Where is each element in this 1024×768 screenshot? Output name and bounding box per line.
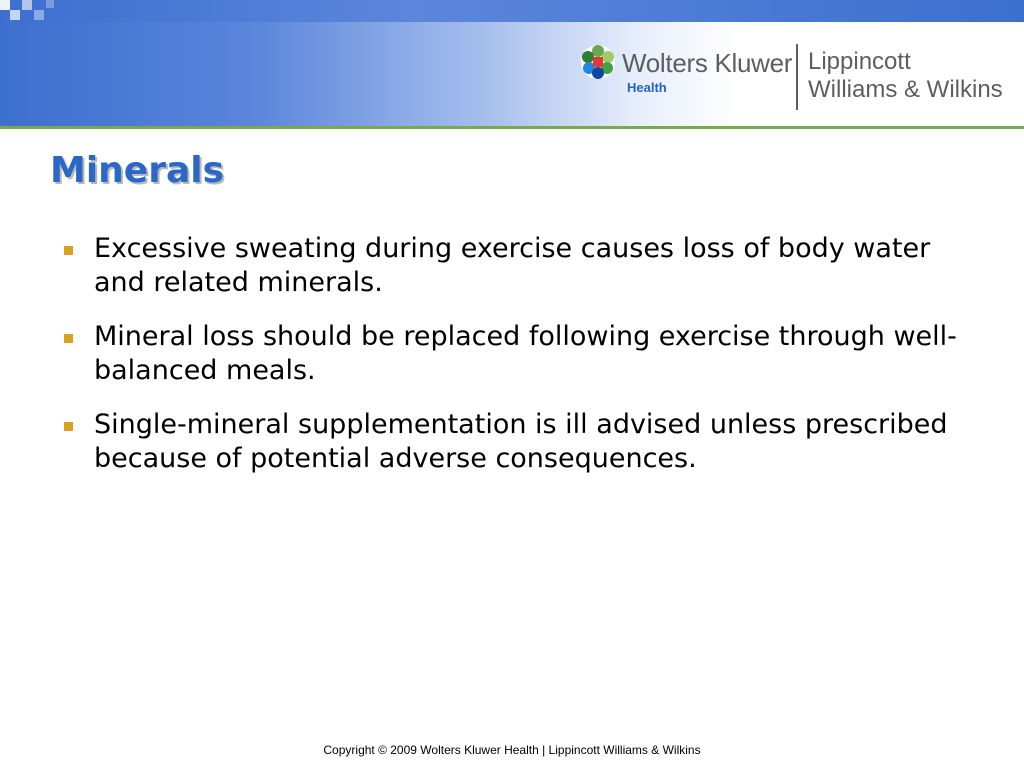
logo-division: Health (627, 80, 667, 95)
logo-imprint-line2: Williams & Wilkins (808, 76, 1003, 103)
decorative-squares (0, 0, 60, 22)
slide-title: Minerals (50, 150, 225, 191)
bullet-item (62, 232, 962, 300)
header-top-strip (0, 0, 1024, 22)
square-bullet-icon (64, 246, 73, 255)
square-bullet-icon (64, 422, 73, 431)
bullet-text: Single-mineral supplementation is ill advised unless prescribed because of potential adverse consequences. (94, 409, 948, 474)
square-bullet-icon (64, 334, 73, 343)
bullet-item (62, 408, 962, 476)
bullet-list (62, 232, 962, 496)
logo-imprint (808, 48, 1003, 104)
globe-logo-icon (580, 44, 616, 80)
copyright-footer: Copyright © 2009 Wolters Kluwer Health | Lippincott Williams & Wilkins (323, 743, 701, 757)
logo-company-name: Wolters Kluwer (622, 48, 793, 78)
bullet-text: Mineral loss should be replaced following exercise through well-balanced meals. (94, 321, 957, 386)
logo-imprint-line1: Lippincott (808, 48, 911, 75)
logo-divider (796, 44, 798, 110)
bullet-item (62, 320, 962, 388)
publisher-logo (580, 42, 1020, 112)
header-rule (0, 126, 1024, 129)
bullet-text: Excessive sweating during exercise causes loss of body water and related minerals. (94, 233, 931, 298)
